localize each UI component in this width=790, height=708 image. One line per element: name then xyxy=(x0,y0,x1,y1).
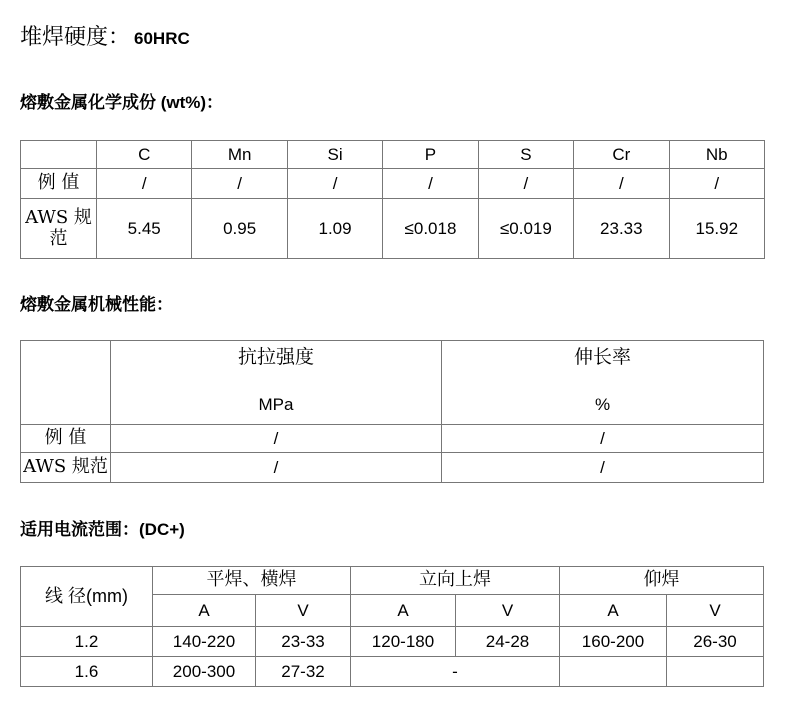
position-header: 平焊、横焊 xyxy=(153,567,351,595)
table-row xyxy=(21,657,764,687)
table-row xyxy=(21,199,765,259)
current-table xyxy=(20,566,764,687)
header-cell: Nb xyxy=(669,141,764,169)
table-cell: 0.95 xyxy=(192,199,287,259)
table-cell: 1.09 xyxy=(287,199,382,259)
diameter-cell: 1.2 xyxy=(21,627,153,657)
subheader-cell: A xyxy=(560,595,667,627)
header-cell: C xyxy=(97,141,192,169)
header-cell xyxy=(442,341,764,425)
table-row xyxy=(21,425,764,453)
current-title: 适用电流范围：(DC+) xyxy=(20,520,185,539)
composition-table xyxy=(20,140,765,259)
header-cell: P xyxy=(383,141,478,169)
composition-title: 熔敷金属化学成份 (wt%)： xyxy=(20,93,224,112)
row-label: AWS 规范 xyxy=(21,453,111,483)
table-cell: 5.45 xyxy=(97,199,192,259)
mechanical-table xyxy=(20,340,764,483)
table-cell: 23-33 xyxy=(256,627,351,657)
row-label: AWS 规范 xyxy=(21,199,97,259)
hardness-line xyxy=(20,20,190,51)
table-cell: / xyxy=(287,169,382,199)
header-name: 伸长率 xyxy=(573,346,631,368)
table-row xyxy=(21,169,765,199)
subheader-cell: A xyxy=(351,595,456,627)
header-cell: Mn xyxy=(192,141,287,169)
table-row xyxy=(21,627,764,657)
table-cell: / xyxy=(111,425,442,453)
table-cell: 200-300 xyxy=(153,657,256,687)
header-empty-cell xyxy=(21,141,97,169)
table-cell: 160-200 xyxy=(560,627,667,657)
table-row xyxy=(21,341,764,425)
mechanical-title: 熔敷金属机械性能： xyxy=(20,295,173,314)
table-cell: 120-180 xyxy=(351,627,456,657)
table-cell: 23.33 xyxy=(574,199,669,259)
table-cell: / xyxy=(442,425,764,453)
header-unit: MPa xyxy=(258,394,294,414)
header-cell: Si xyxy=(287,141,382,169)
table-cell: / xyxy=(574,169,669,199)
header-name: 抗拉强度 xyxy=(237,346,314,368)
table-cell: / xyxy=(669,169,764,199)
subheader-cell: V xyxy=(256,595,351,627)
hardness-value: 60HRC xyxy=(134,29,190,48)
merged-cell: - xyxy=(351,657,560,687)
subheader-cell: V xyxy=(456,595,560,627)
header-unit: % xyxy=(594,394,611,414)
table-row xyxy=(21,567,764,595)
header-cell: S xyxy=(478,141,573,169)
position-header: 仰焊 xyxy=(560,567,764,595)
table-cell: 26-30 xyxy=(667,627,764,657)
header-empty-cell xyxy=(21,341,111,425)
table-cell: 15.92 xyxy=(669,199,764,259)
header-cell xyxy=(111,341,442,425)
subheader-cell: V xyxy=(667,595,764,627)
subheader-cell: A xyxy=(153,595,256,627)
position-header: 立向上焊 xyxy=(351,567,560,595)
table-cell: / xyxy=(478,169,573,199)
table-row xyxy=(21,453,764,483)
row-label: 例 值 xyxy=(21,425,111,453)
table-cell: / xyxy=(442,453,764,483)
table-cell: / xyxy=(192,169,287,199)
table-cell: ≤0.019 xyxy=(478,199,573,259)
table-cell: ≤0.018 xyxy=(383,199,478,259)
table-cell: / xyxy=(111,453,442,483)
table-cell: 140-220 xyxy=(153,627,256,657)
hardness-label: 堆焊硬度： xyxy=(20,24,131,49)
empty-cell xyxy=(560,657,667,687)
table-cell: 24-28 xyxy=(456,627,560,657)
empty-cell xyxy=(667,657,764,687)
table-cell: / xyxy=(97,169,192,199)
table-cell: / xyxy=(383,169,478,199)
diameter-header: 线 径(mm) xyxy=(21,567,153,627)
row-label: 例 值 xyxy=(21,169,97,199)
header-cell: Cr xyxy=(574,141,669,169)
table-row xyxy=(21,141,765,169)
diameter-cell: 1.6 xyxy=(21,657,153,687)
table-cell: 27-32 xyxy=(256,657,351,687)
